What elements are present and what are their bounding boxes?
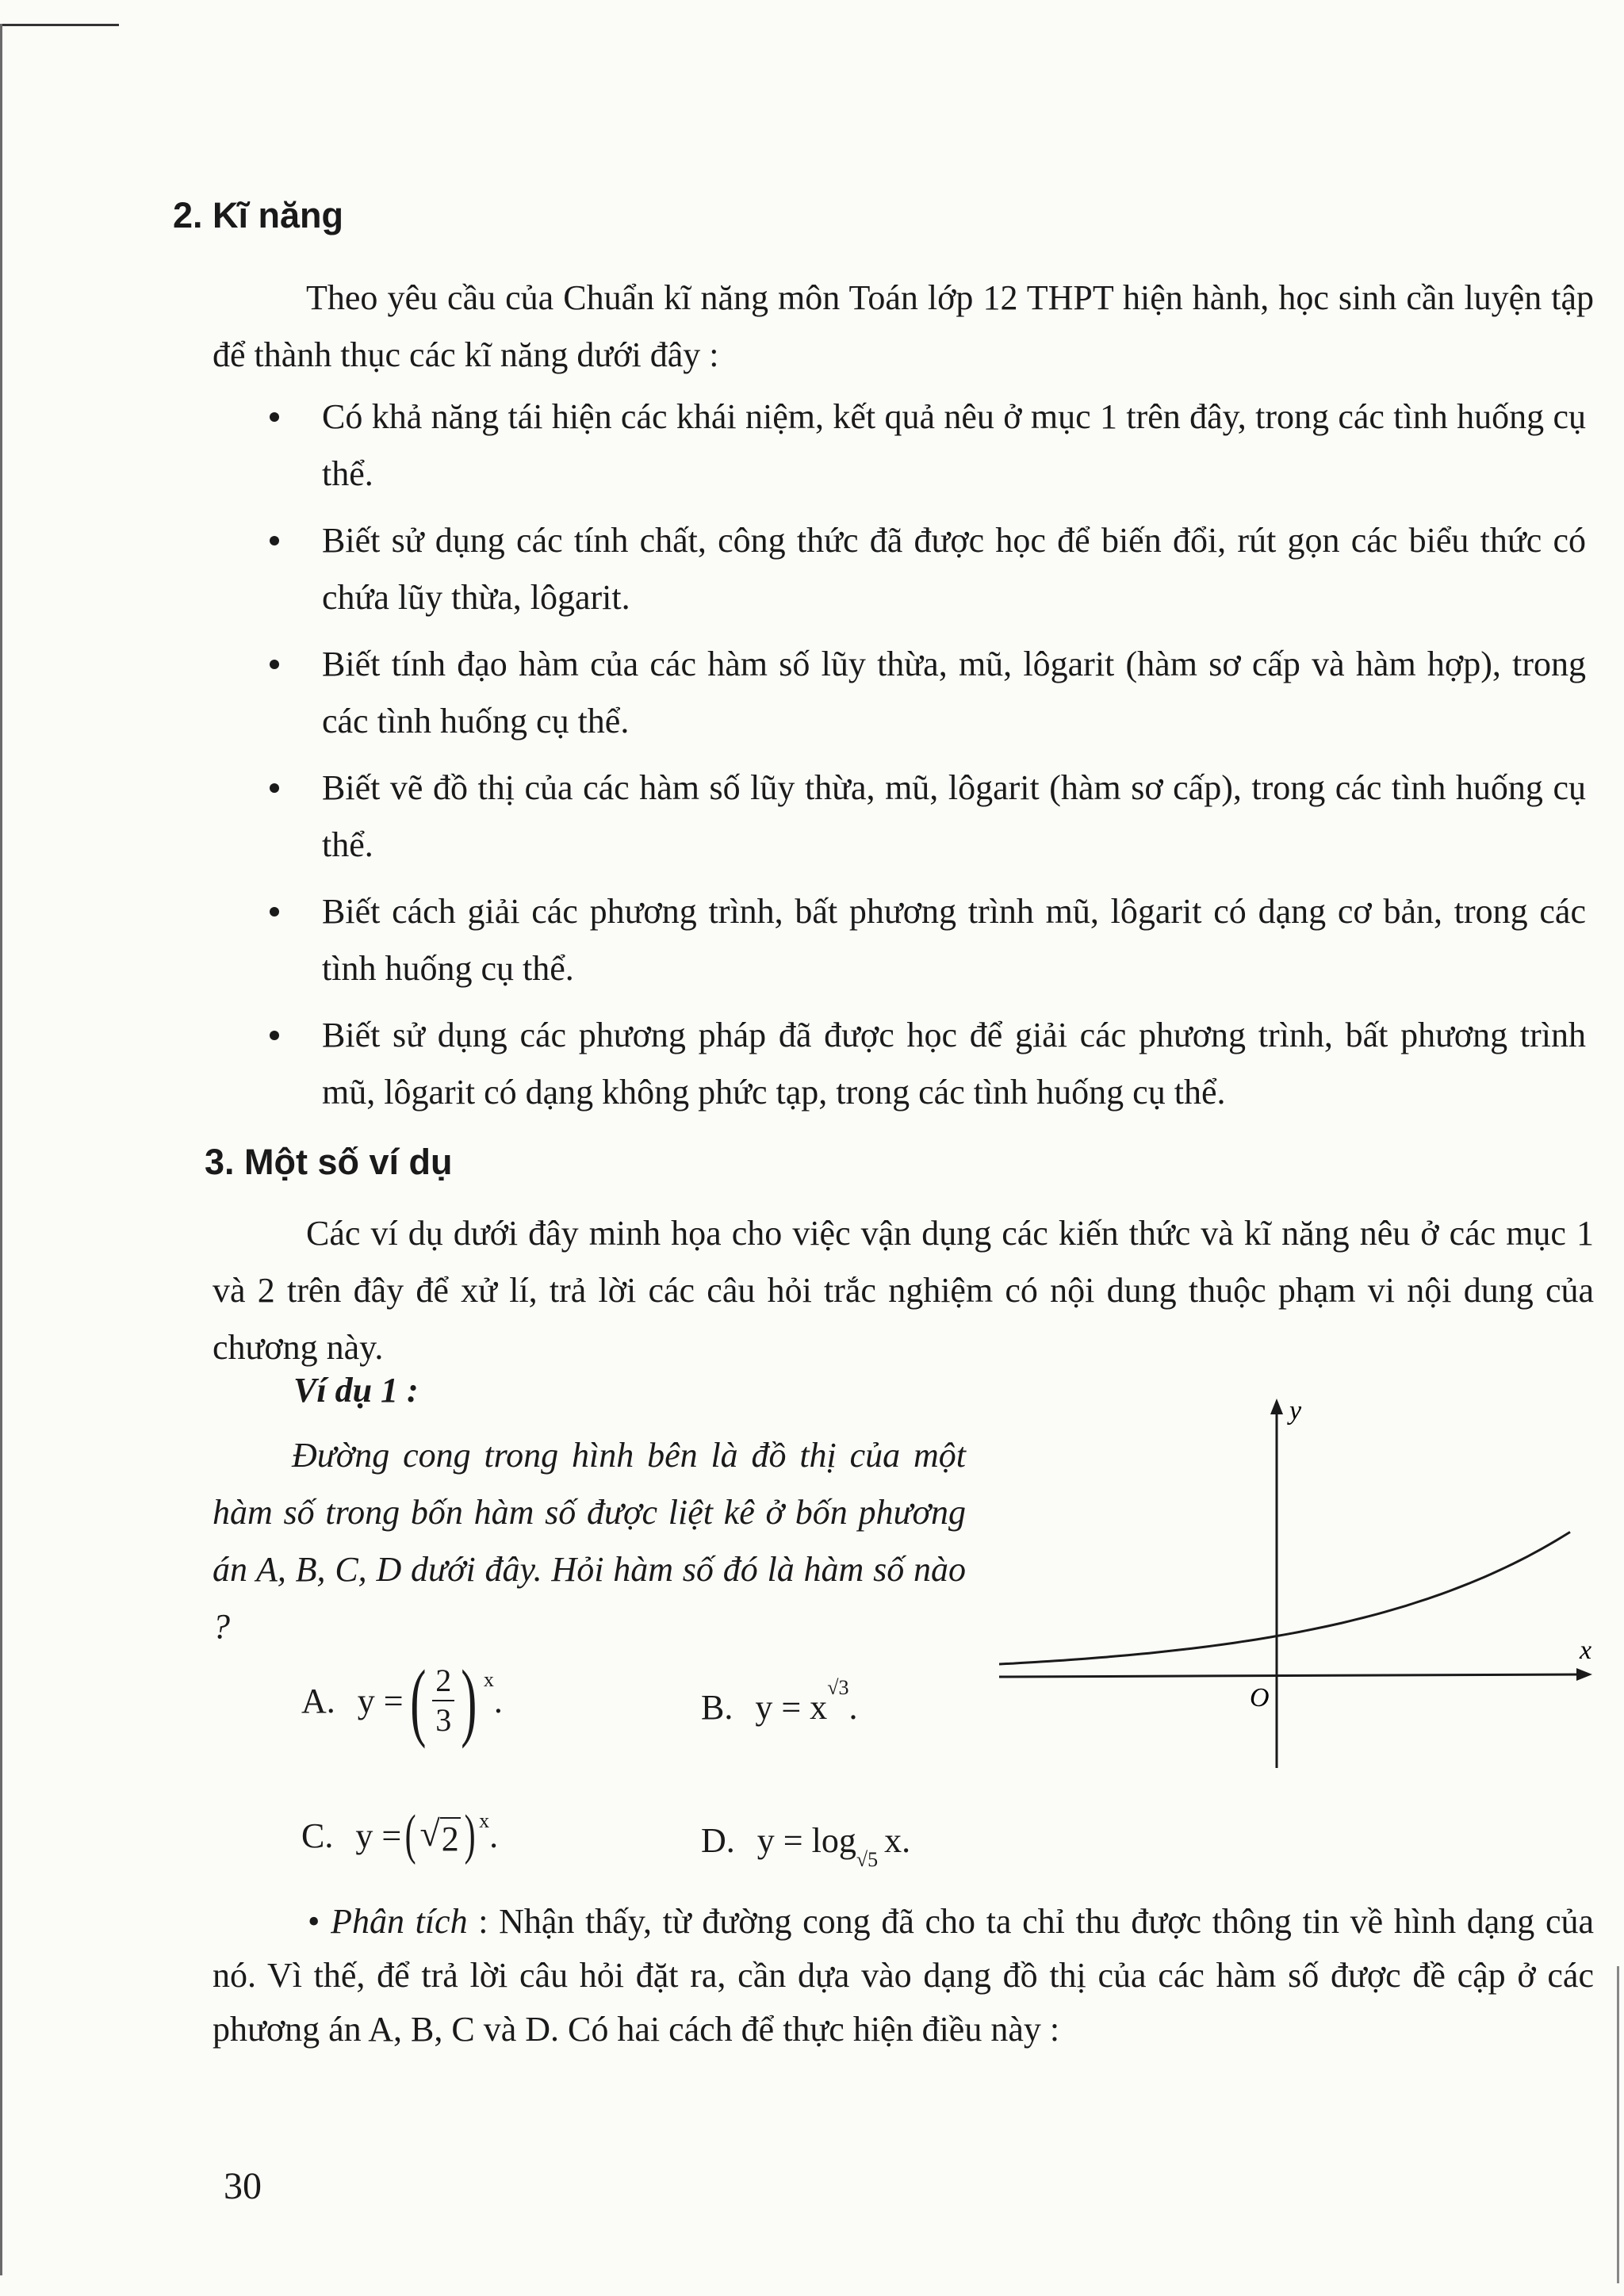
bullet-icon: • xyxy=(308,1902,331,1941)
section-3-heading: 3. Một số ví dụ xyxy=(205,1142,453,1182)
section-3-intro: Các ví dụ dưới đây minh họa cho việc vận dụng các kiến thức và kĩ năng nêu ở các mục 1 và 2 trên đây để xử lí, trả lời các câu hỏi trắc nghiệm có nội dung thuộc phạm vi nội dung của chương này. xyxy=(213,1214,1594,1367)
option-a-tail: . xyxy=(493,1681,503,1720)
analysis-paragraph xyxy=(213,1895,1594,2057)
left-paren-icon: ( xyxy=(409,1652,427,1749)
exponent: x xyxy=(479,1809,490,1832)
option-b-tail: . xyxy=(848,1688,858,1727)
option-c xyxy=(301,1804,499,1866)
analysis-text: : Nhận thấy, từ đường cong đã cho ta chỉ thu được thông tin về hình dạng của nó. Vì thế, để trả lời câu hỏi đặt ra, cần dựa vào dạng đồ thị của các hàm số được đề cập ở các phương án A, B, C và D. Có hai cách để thực hiện điều này : xyxy=(213,1902,1594,2049)
option-d-lhs: y = log xyxy=(756,1821,856,1860)
bullet-icon xyxy=(270,412,279,422)
skill-text: Biết sử dụng các phương pháp đã được học để giải các phương trình, bất phương trình mũ, lôgarit có dạng không phức tạp, trong các tình huống cụ thể. xyxy=(322,1016,1586,1112)
skill-item xyxy=(270,883,1586,997)
skill-text: Biết tính đạo hàm của các hàm số lũy thừa, mũ, lôgarit (hàm sơ cấp và hàm hợp), trong các tình huống cụ thể. xyxy=(322,645,1586,740)
option-a xyxy=(301,1652,503,1749)
exponent: x xyxy=(483,1668,494,1691)
analysis-label: Phân tích xyxy=(331,1902,468,1941)
radicand: 2 xyxy=(440,1817,461,1859)
option-c-lhs: y = xyxy=(355,1816,402,1855)
option-b-lhs: y = x xyxy=(755,1688,828,1727)
scan-edge-top xyxy=(0,24,119,26)
y-axis-label: y xyxy=(1289,1396,1302,1425)
log-base: √5 xyxy=(856,1848,879,1871)
x-axis-arrow-icon xyxy=(1576,1668,1592,1681)
exponent: √3 xyxy=(827,1676,849,1699)
skill-item xyxy=(270,388,1586,503)
scan-edge-right xyxy=(1617,1966,1619,2283)
square-root xyxy=(420,1812,461,1859)
x-axis xyxy=(999,1674,1586,1677)
section-2-intro: Theo yêu cầu của Chuẩn kĩ năng môn Toán lớp 12 THPT hiện hành, học sinh cần luyện tập để thành thục các kĩ năng dưới đây : xyxy=(213,278,1594,374)
skill-text: Biết sử dụng các tính chất, công thức đã được học để biến đổi, rút gọn các biểu thức có chứa lũy thừa, lôgarit. xyxy=(322,521,1586,617)
y-axis-arrow-icon xyxy=(1270,1399,1283,1414)
denominator: 3 xyxy=(435,1702,452,1738)
option-c-tail: . xyxy=(489,1816,499,1855)
fraction xyxy=(432,1665,454,1736)
example-1-question: Đường cong trong hình bên là đồ thị của một hàm số trong bốn hàm số được liệt kê ở bốn phương án A, B, C, D dưới đây. Hỏi hàm số đó là hàm số nào ? xyxy=(213,1436,966,1646)
option-a-lhs: y = xyxy=(357,1681,404,1720)
skill-text: Có khả năng tái hiện các khái niệm, kết quả nêu ở mục 1 trên đây, trong các tình huống cụ thể. xyxy=(322,397,1586,493)
right-paren-icon: ) xyxy=(461,1652,477,1749)
scan-edge-left xyxy=(0,24,2,2275)
section-2-heading: 2. Kĩ năng xyxy=(173,195,344,235)
option-b-label: B. xyxy=(701,1688,733,1727)
option-d xyxy=(701,1820,911,1871)
skill-item xyxy=(270,760,1586,874)
skill-item xyxy=(270,512,1586,626)
skill-item xyxy=(270,636,1586,750)
bullet-icon xyxy=(270,536,279,545)
bullet-icon xyxy=(270,907,279,916)
page-number: 30 xyxy=(224,2165,262,2207)
function-graph xyxy=(999,1395,1602,1792)
option-c-label: C. xyxy=(301,1816,334,1855)
bullet-icon xyxy=(270,660,279,669)
exponential-curve xyxy=(999,1532,1570,1664)
example-1-title: Ví dụ 1 : xyxy=(293,1371,419,1410)
skill-text: Biết cách giải các phương trình, bất phương trình mũ, lôgarit có dạng cơ bản, trong các tình huống cụ thể. xyxy=(322,892,1586,988)
skill-item xyxy=(270,1007,1586,1121)
x-axis-label: x xyxy=(1580,1636,1592,1665)
option-b xyxy=(701,1676,858,1728)
radical-icon: √ xyxy=(419,1812,440,1854)
option-a-label: A. xyxy=(301,1681,335,1720)
option-d-label: D. xyxy=(701,1821,735,1860)
left-paren-icon: ( xyxy=(404,1804,416,1866)
bullet-icon xyxy=(270,1031,279,1040)
bullet-icon xyxy=(270,783,279,793)
skills-list xyxy=(270,388,1586,1131)
right-paren-icon: ) xyxy=(464,1804,476,1866)
numerator: 2 xyxy=(432,1665,454,1701)
origin-label: O xyxy=(1250,1683,1270,1712)
option-d-arg: x. xyxy=(884,1821,911,1860)
skill-text: Biết vẽ đồ thị của các hàm số lũy thừa, mũ, lôgarit (hàm sơ cấp), trong các tình huống cụ thể. xyxy=(322,768,1586,864)
